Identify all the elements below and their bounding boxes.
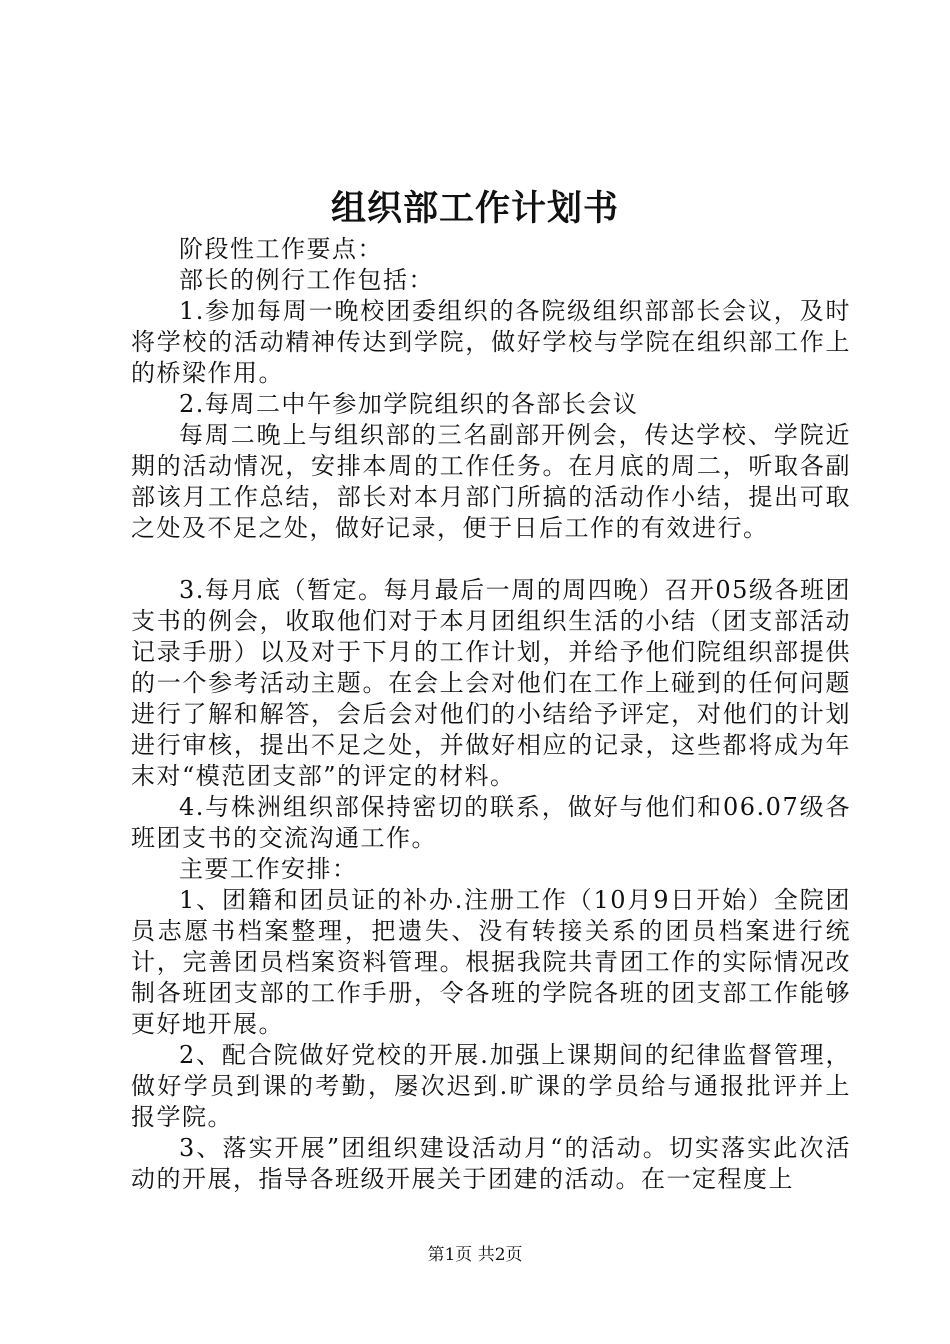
paragraph: 阶段性工作要点： [179,235,383,263]
document-body [131,234,851,1195]
paragraph: 4.与株洲组织部保持密切的联系，做好与他们和06.07级各班团支书的交流沟通工作。 [131,793,851,852]
paragraph: 部长的例行工作包括： [179,266,434,294]
page-footer: 第1页 共2页 [427,1245,523,1265]
paragraph: 1、团籍和团员证的补办.注册工作（10月9日开始）全院团员志愿书档案整理，把遗失、没有转接关系的团员档案进行统计，完善团员档案资料管理。根据我院共青团工作的实际情况改制各班团支部的工作手册，令各班的学院各班的团支部工作能够更好地开展。 [131,886,851,1038]
paragraph: 3、落实开展”团组织建设活动月“的活动。切实落实此次活动的开展，指导各班级开展关于团建的活动。在一定程度上 [131,1134,851,1193]
paragraph: 每周二晚上与组织部的三名副部开例会，传达学校、学院近期的活动情况，安排本周的工作任务。在月底的周二，听取各副部该月工作总结，部长对本月部门所搞的活动作小结，提出可取之处及不足之处，做好记录，便于日后工作的有效进行。 [131,421,851,542]
paragraph: 1.参加每周一晚校团委组织的各院级组织部部长会议，及时将学校的活动精神传达到学院，做好学校与学院在组织部工作上的桥梁作用。 [131,297,851,387]
paragraph: 2、配合院做好党校的开展.加强上课期间的纪律监督管理，做好学员到课的考勤，屡次迟到.旷课的学员给与通报批评并上报学院。 [131,1041,851,1131]
document-title: 组织部工作计划书 [330,188,619,229]
paragraph: 3.每月底（暂定。每月最后一周的周四晚）召开05级各班团支书的例会，收取他们对于本月团组织生活的小结（团支部活动记录手册）以及对于下月的工作计划，并给予他们院组织部提供的一个参考活动主题。在会上会对他们在工作上碰到的任何问题进行了解和解答，会后会对他们的小结给予评定，对他们的计划进行审核，提出不足之处，并做好相应的记录，这些都将成为年末对“模范团支部”的评定的材料。 [131,576,851,790]
paragraph: 2.每周二中午参加学院组织的各部长会议 [179,390,639,418]
paragraph: 主要工作安排： [179,855,358,883]
